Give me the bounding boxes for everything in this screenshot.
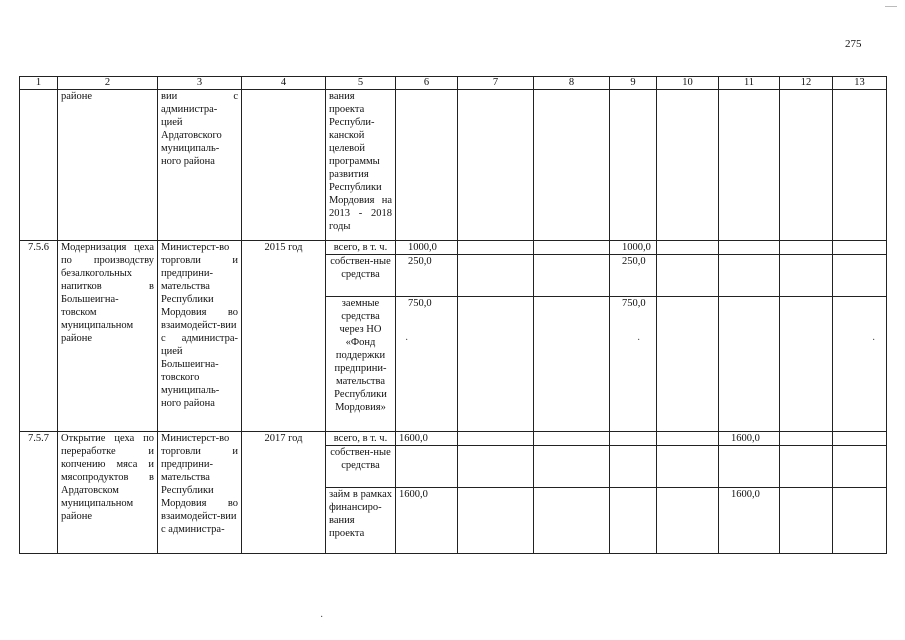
total-value: 750,0 [396, 297, 458, 432]
source-label: всего, в т. ч. [326, 432, 396, 446]
scan-speck: · [872, 335, 876, 346]
year-value: 1600,0 [719, 488, 780, 554]
period: 2015 год [242, 241, 326, 432]
col-header: 13 [833, 77, 887, 90]
total-value: 1600,0 [396, 432, 458, 446]
source-label: собствен-ные средства [326, 446, 396, 488]
col-header: 2 [58, 77, 158, 90]
scan-speck: · [637, 335, 641, 346]
scan-speck: · [320, 612, 324, 623]
source-label: собствен-ные средства [326, 255, 396, 297]
executor: Министерст-во торговли и предприни-мательства Республики Мордовия во взаимодейст-вии с администра-цией Большеигна-товского муниципаль-ного района [158, 241, 242, 432]
col-header: 5 [326, 77, 396, 90]
year-value: 250,0 [610, 255, 657, 297]
col-header: 10 [657, 77, 719, 90]
table-row [20, 241, 887, 255]
cell-num [20, 90, 58, 241]
cell-source: вания проекта Республи-канской целевой программы развития Республики Мордовия на 2013 - 2018 годы [326, 90, 396, 241]
col-header: 9 [610, 77, 657, 90]
col-header: 8 [534, 77, 610, 90]
col-header: 11 [719, 77, 780, 90]
cell-executor: вии с администра-цией Ардатовского муниципаль-ного района [158, 90, 242, 241]
total-value: 250,0 [396, 255, 458, 297]
year-value: 750,0 [610, 297, 657, 432]
continuation-row [20, 90, 887, 241]
period: 2017 год [242, 432, 326, 554]
source-label: займ в рамках финансиро-вания проекта [326, 488, 396, 554]
total-value: 1600,0 [396, 488, 458, 554]
measure-name: Модернизация цеха по производству безалкогольных напитков в Большеигна-товском муниципальном районе [58, 241, 158, 432]
row-number: 7.5.7 [20, 432, 58, 554]
page-number: 275 [845, 38, 862, 50]
source-label: всего, в т. ч. [326, 241, 396, 255]
scan-mark [885, 6, 897, 7]
col-header: 7 [458, 77, 534, 90]
table-row [20, 432, 887, 446]
column-numbers-row [20, 77, 887, 90]
row-number: 7.5.6 [20, 241, 58, 432]
col-header: 4 [242, 77, 326, 90]
cell-name: районе [58, 90, 158, 241]
cell-year [242, 90, 326, 241]
year-value: 1000,0 [610, 241, 657, 255]
measure-name: Открытие цеха по переработке и копчению мяса и мясопродуктов в Ардатовском муниципальном районе [58, 432, 158, 554]
col-header: 12 [780, 77, 833, 90]
col-header: 6 [396, 77, 458, 90]
source-label: заемные средства через НО «Фонд поддержки предприни-мательства Республики Мордовия» [326, 297, 396, 432]
executor: Министерст-во торговли и предприни-мательства Республики Мордовия во взаимодейст-вии с администра- [158, 432, 242, 554]
scan-speck: · [405, 335, 409, 346]
program-table [19, 76, 887, 554]
col-header: 1 [20, 77, 58, 90]
total-value: 1000,0 [396, 241, 458, 255]
year-value: 1600,0 [719, 432, 780, 446]
col-header: 3 [158, 77, 242, 90]
